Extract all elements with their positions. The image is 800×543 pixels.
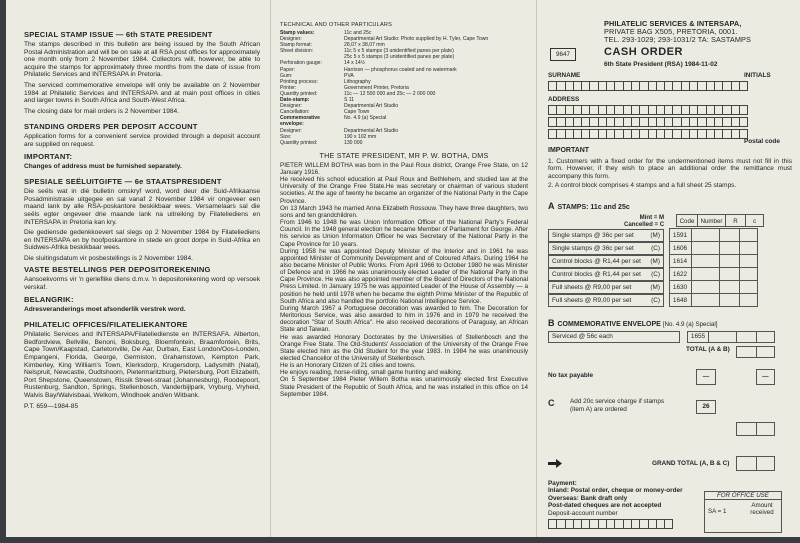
spec-value: 11c and 25c — [344, 30, 372, 36]
order-item-type: (C) — [651, 296, 660, 304]
spec-value: Lithography — [344, 78, 371, 85]
spec-key: Paper: — [280, 66, 296, 73]
cash-order-form — [536, 0, 800, 543]
order-cents-field[interactable] — [739, 255, 757, 268]
order-item-desc: Single stamps @ 36c per set — [552, 231, 634, 239]
payment-title: Payment: — [548, 480, 577, 487]
spec-key: Designer: — [280, 127, 302, 134]
section-b-title: COMMEMORATIVE ENVELOPE — [557, 321, 661, 328]
biography-paragraph: He is an Honorary Citizen of 21 cities and towns. — [280, 362, 416, 370]
order-item-code: 1591 — [669, 229, 691, 242]
order-number-field[interactable] — [691, 242, 719, 255]
spec-key: Commemorative envelope: — [280, 115, 320, 128]
no-tax-rand: — — [696, 369, 716, 385]
no-tax-cents: — — [756, 369, 775, 385]
afrikaans-issue-title: SPESIALE SEËLUITGIFTE — 6e STAATSPRESIDENT — [24, 177, 222, 187]
address-label: ADDRESS — [548, 96, 580, 103]
order-item-code: 1622 — [669, 268, 691, 281]
office-amount-label: Amount received — [750, 502, 774, 516]
philatelic-offices-list: Philatelic Services and INTERSAPA/Filateliedienste en INTERSAFA. Alberton, Bedfordview, Bellville, Benoni, Boksburg, Bloemfontein, Braamfontein, Brits, Cape Town/Kaapstad, Carletonville, De Aar, Durban, East London/Oos-Londen, Empangeni, Florida, George, Germiston, Grahamstown, Kempton Park, Kimberley, King William's Town, Klerksdorp, Krugersdorp, Ladysmith (Natal), Nelspruit, Newcastle, Oudtshoorn, Pietermaritzburg, Pietersburg, Port Elizabeth, Port Shepstone, Queenstown, Rissik Street-straat (Johannesburg), Roodepoort, Rustenburg, Sandton, Springs, Stellenbosch, Vanderbijlpark, Vryburg, Vryheid, Walvis Bay/Walvisbaai, Welkom, Windhoek and/en Witbank. — [24, 331, 260, 399]
section-a-letter: A — [548, 201, 555, 211]
biography-paragraph: He enjoys reading, horse-riding, small game hunting and walking. — [280, 369, 463, 377]
service-charge-cents: 26 — [696, 400, 716, 414]
important-notes-title: IMPORTANT — [548, 147, 590, 154]
biography-paragraph: From 1946 to 1948 he was Union Information Officer of the National Party's Federal Council. In the 1948 general election he became Member of Parliament for George. After his service as Union Information Officer he was Secretary of the National Party in the Cape Province for 10 years. — [280, 219, 528, 248]
order-item-desc: Full sheets @ R9,00 per set — [552, 296, 632, 304]
philatelic-offices-title: PHILATELIC OFFICES/FILATELIEKANTORE — [24, 320, 188, 330]
spec-value: Harrison — phosphorus coated and no watermark — [344, 66, 457, 73]
payment-overseas: Overseas: Bank draft only — [548, 494, 628, 502]
address-line-1: PHILATELIC SERVICES & INTERSAPA, — [604, 19, 742, 28]
spec-value: Departmental Art Studio — [344, 127, 399, 134]
order-number-field[interactable] — [691, 229, 719, 242]
section-c-letter-wrap — [548, 398, 558, 408]
address-line-2: PRIVATE BAG X505, PRETORIA, 0001. — [604, 27, 738, 37]
vaste-bestellings-para: Aansoekvorms vir 'n gerieflike diens d.m.v. 'n depositorekening word op versoek verskaf. — [24, 276, 260, 292]
order-item-cell — [548, 281, 664, 294]
spec-value: PVA — [344, 72, 354, 79]
address-line-3: TEL. 293-1029; 293-1031/2 TA: SASTAMPS — [604, 35, 751, 45]
c-cents-field[interactable] — [756, 422, 775, 436]
form-code-box: 9647 — [550, 48, 576, 61]
important-note-1: 1. Customers with a fixed order for the undermentioned items must not fill in this form. However, if they wish to place an additional order the remittance must accompany this form. — [548, 157, 792, 180]
serviced-envelope-rand[interactable] — [736, 331, 757, 343]
char-box[interactable] — [739, 117, 748, 127]
cancelled-legend: Cancelled = C — [624, 221, 665, 228]
spec-value: 14 x 14½ — [344, 60, 365, 67]
order-rand-field[interactable] — [719, 294, 739, 307]
order-item-box — [548, 281, 664, 294]
order-item-code: 1630 — [669, 281, 691, 294]
biography-paragraph: He received his school education at Paul Roux and Bethlehem, and studied law at the University of the Orange Free State.He was secretary or chairman of various student societies. At the age of twenty he became an organizer of the National Party in the Cape Province. — [280, 176, 528, 205]
order-item-desc: Control blocks @ R1,44 per set — [552, 257, 641, 265]
order-item-box — [548, 294, 664, 307]
order-rand-field[interactable] — [719, 281, 739, 294]
special-issue-title: SPECIAL STAMP ISSUE — 6th STATE PRESIDENT — [24, 30, 213, 39]
payment-inland: Inland: Postal order, cheque or money-order — [548, 487, 683, 495]
spec-key: Printer: — [280, 84, 297, 91]
section-c-text: Add 20c service charge if stamps (item A) are ordered — [570, 398, 665, 413]
order-item-code: 1606 — [669, 242, 691, 255]
special-issue-para-2: The serviced commemorative envelope will only be available on 2 November 1984 at Philatelic Services and INTERSAPA and at main post offices in cities and larger towns in South Africa and South-West Africa. — [24, 81, 260, 105]
address-line-1-field[interactable] — [548, 105, 747, 115]
order-row — [548, 242, 757, 255]
char-box[interactable] — [739, 81, 748, 91]
grand-total-label: GRAND TOTAL (A, B & C) — [652, 460, 730, 467]
order-cents-field[interactable] — [739, 268, 757, 281]
deposit-account-label: Deposit-account number — [548, 510, 618, 517]
spec-key: Gum: — [280, 72, 293, 79]
section-b-heading — [548, 318, 717, 328]
stamps-order-table — [548, 228, 758, 307]
order-item-type: (M) — [650, 257, 660, 265]
order-item-type: (C) — [651, 244, 660, 252]
address-line-3-field[interactable] — [548, 129, 747, 139]
order-item-box — [548, 255, 664, 268]
char-box[interactable] — [739, 105, 748, 115]
sender-address — [604, 20, 751, 45]
order-rand-field[interactable] — [719, 229, 739, 242]
grand-total-rand[interactable] — [736, 456, 757, 471]
belangrik-para: Adresveranderings moet afsonderlik verstrek word. — [24, 305, 186, 313]
biography-paragraph: During March 1967 a Portuguese decoration was awarded to him. The Decoration for Meritorious Service, was also awarded to him in 1976 and in 1979 he received the decoration "Star of South Africa". He also received decorations of Paraguay, an African State and Taiwan. — [280, 304, 528, 334]
order-item-type: (C) — [651, 270, 660, 278]
order-item-desc: Full sheets @ R9,00 per set — [552, 283, 632, 291]
spec-value: Departmental Art Studio: Photo supplied by H. Tyler, Cape Town — [344, 36, 489, 43]
important-note-2: 2. A control block comprises 4 stamps and a full sheet 25 stamps. — [548, 182, 737, 189]
postal-code-label: Postal code — [744, 138, 780, 145]
order-rand-field[interactable] — [719, 242, 739, 255]
afrikaans-para-2: Die gediensde gedenkkoevert sal slegs op 2 November 1984 by Filateliediens en INTERSAPA en by hoofposkantore in stede en groot dorpe in Suid-Afrika en Suidwes-Afrika beskikbaar wees. — [24, 229, 260, 252]
arrow-right-icon — [548, 459, 562, 468]
spec-row — [280, 140, 528, 146]
order-cents-field[interactable] — [739, 294, 757, 307]
order-item-desc: Single stamps @ 36c per set — [552, 244, 634, 252]
order-item-cell — [548, 294, 664, 307]
order-number-field[interactable] — [691, 281, 719, 294]
section-c-letter: C — [548, 398, 555, 408]
spec-value: Cape Town — [344, 109, 370, 116]
order-rand-field[interactable] — [719, 255, 739, 268]
order-item-desc: Control blocks @ R1,44 per set — [552, 270, 641, 278]
char-box[interactable] — [664, 519, 673, 529]
spec-value: 25c 5 x 5 stamps (3 unidentified panes per plate) — [344, 54, 455, 61]
standing-orders-para: Application forms for a convenient service provided through a deposit account are supplied on request. — [24, 133, 260, 148]
number-column-header: Number — [697, 214, 726, 227]
order-item-code: 1614 — [669, 255, 691, 268]
serviced-envelope-cents[interactable] — [756, 331, 775, 343]
order-item-code: 1648 — [669, 294, 691, 307]
order-row — [548, 281, 757, 294]
c-rand-field[interactable] — [736, 422, 757, 436]
section-b-letter: B — [548, 318, 555, 328]
order-number-field[interactable] — [691, 294, 719, 307]
spec-key: Printing process: — [280, 78, 318, 85]
spec-key: Designer: — [280, 103, 302, 110]
order-item-type: (M) — [650, 283, 660, 291]
spec-key: Stamp format: — [280, 42, 312, 49]
initials-label: INITIALS — [744, 72, 771, 79]
spec-value: No. 4.9 (a) Special — [344, 115, 387, 122]
order-item-box — [548, 242, 664, 255]
order-row — [548, 255, 757, 268]
total-ab-label: TOTAL (A & B) — [686, 346, 730, 353]
section-a-title: STAMPS: 11c and 25c — [557, 204, 630, 211]
publication-ref: P.T. 659—1984-85 — [24, 402, 79, 410]
spec-value: 190 x 102 mm — [344, 133, 377, 140]
spec-value: 130 000 — [344, 139, 363, 146]
cents-column-header: c — [745, 214, 764, 227]
spec-key: Quantity printed: — [280, 139, 318, 146]
no-tax-label: No tax payable — [548, 372, 594, 379]
afrikaans-para-1: Die seëls wat in dié bulletin omskryf word, word deur die Suid-Afrikaanse Posadministrasie uitgegee en sal vanaf 2 November 1984 vir ongeveer een maand lank by alle RSA-poskantore beskikbaar wees. Versamelaars sal die seëls egter ongeveer drie maande lank na uitreiking by Filateliediens en INTERSAPA in Pretoria kan kry. — [24, 188, 260, 226]
order-item-cell — [548, 268, 664, 281]
serviced-envelope-row: Serviced @ 56c each — [548, 331, 680, 343]
spec-value: Government Printer, Pretoria — [344, 84, 409, 91]
spec-key: Perforation gauge: — [280, 60, 322, 67]
code-column-header: Code — [676, 214, 698, 227]
important-para: Changes of address must be furnished separately. — [24, 162, 182, 170]
spec-key: Cancellation: — [280, 109, 310, 116]
biography-paragraph: He was awarded Honorary Doctorates by the Universities of Stellenbosch and the Orange Free State. The Old-Students' Association of the University of the Orange Free State elected him as the Old Student for the year 1983. In 1984 he was unanimously elected Chancellor of the University of Stellenbosch. — [280, 333, 528, 362]
belangrik-title: BELANGRIK: — [24, 294, 74, 304]
spec-key: Designer: — [280, 36, 302, 43]
order-cents-field[interactable] — [739, 281, 757, 294]
order-item-cell — [548, 242, 664, 255]
spec-value: S 11 — [344, 97, 355, 104]
spec-key: Sheet division: — [280, 48, 314, 55]
spec-key: Quantity printed: — [280, 90, 318, 97]
address-line-2-field[interactable] — [548, 117, 747, 127]
form-subtitle: 6th State President (RSA) 1984-11-02 — [604, 61, 718, 68]
section-a-heading — [548, 201, 630, 211]
spec-value: 28,07 x 38,07 mm — [344, 42, 385, 49]
technical-particulars-title: TECHNICAL AND OTHER PARTICULARS — [280, 22, 393, 28]
mint-cancelled-legend — [624, 214, 664, 228]
surname-label: SURNAME — [548, 72, 581, 79]
payment-info — [548, 480, 683, 510]
biography-text — [280, 162, 528, 398]
order-row — [548, 268, 757, 281]
order-row — [548, 229, 757, 242]
deposit-account-field[interactable] — [548, 519, 672, 529]
standing-orders-title: STANDING ORDERS PER DEPOSIT ACCOUNT — [24, 122, 198, 132]
order-item-box — [548, 268, 664, 281]
special-issue-para-3: The closing date for mail orders is 2 November 1984. — [24, 107, 180, 115]
technical-particulars-list — [280, 30, 528, 146]
spec-value: 11c 5 x 5 stamps (3 unidentified panes per plate) — [344, 48, 454, 55]
order-item-box — [548, 229, 664, 242]
mint-legend: Mint = M — [639, 214, 665, 221]
biography-title: THE STATE PRESIDENT, MR P. W. BOTHA, DMS — [319, 150, 489, 160]
total-ab-cents[interactable] — [756, 346, 775, 358]
spec-value: Departmental Art Studio — [344, 103, 399, 110]
total-ab-rand[interactable] — [736, 346, 757, 358]
serviced-envelope-number[interactable] — [708, 331, 737, 343]
payment-postdated: Post-dated cheques are not accepted — [548, 502, 662, 510]
left-panel — [6, 0, 270, 543]
biography-paragraph: On 5 September 1984 Pieter Willem Botha was unanimously elected first Executive State President of the Republic of South Africa, and he was installed in this office on 14 September 1984. — [280, 376, 528, 398]
office-use-title: FOR OFFICE USE — [705, 492, 781, 500]
spec-key: Stamp values: — [280, 30, 315, 36]
spec-value: 11c — 12 500 000 and 25c — 2 000 000 — [344, 90, 436, 97]
afrikaans-para-3: Die sluitingsdatum vir posbestellings is 2 November 1984. — [24, 254, 193, 262]
office-use-box — [704, 491, 782, 533]
biography-paragraph: PIETER WILLEM BOTHA was born in the Paul Roux district, Orange Free State, on 12 January 1916. — [280, 161, 528, 176]
surname-field[interactable] — [548, 81, 747, 91]
biography-paragraph: During 1958 he was appointed Deputy Minister of the Interior and in 1961 he was appointed Minister of Community Development and of Coloured Affairs. During 1964 he also became Minister of Public Works. From April 1966 to October 1980 he was Minister of Defence and in 1966 he was unanimously elected Leader of the National Party in the Cape Province. He was also appointed member of the Board of Directors of the National Press Limited. In January 1975 he was appointed Leader of the House of Assembly — a position he held until 1978 when he became the eighth Prime Minister of the Republic of South Africa and also handled the portfolio National Intelligence Service. — [280, 247, 528, 305]
important-notes — [548, 147, 792, 192]
order-rand-field[interactable] — [719, 268, 739, 281]
biography-paragraph: On 13 March 1943 he married Anna Elizabeth Rossouw. They have three daughters, two sons and ten grandchildren. — [280, 204, 528, 219]
order-cents-field[interactable] — [739, 229, 757, 242]
form-title: CASH ORDER — [604, 46, 683, 58]
spec-row — [280, 115, 528, 127]
order-item-cell — [548, 229, 664, 242]
section-b-note: [No. 4.9 (a) Special] — [662, 321, 718, 328]
special-issue-para-1: The stamps described in this bulletin are being issued by the South African Postal Administration and will be on sale at all RSA post offices for approximately one month only from 2 November 1984. Collectors will, however, be able to acquire the stamps for approximately three months from the date of issue from Philatelic Services and INTERSAPA in Pretoria. — [24, 41, 260, 79]
spec-key: Size: — [280, 133, 292, 140]
serviced-envelope-code: 1655 — [687, 331, 709, 343]
order-table-header — [676, 214, 763, 227]
order-cents-field[interactable] — [739, 242, 757, 255]
order-number-field[interactable] — [691, 255, 719, 268]
middle-panel — [270, 0, 536, 543]
order-item-type: (M) — [650, 231, 660, 239]
grand-total-cents[interactable] — [756, 456, 775, 471]
order-row — [548, 294, 757, 307]
spec-key: Date-stamp: — [280, 97, 310, 104]
rand-column-header: R — [725, 214, 746, 227]
important-title: IMPORTANT: — [24, 151, 73, 161]
office-sa-label: SA = 1 — [708, 508, 727, 515]
vaste-bestellings-title: VASTE BESTELLINGS PER DEPOSITOREKENING — [24, 265, 211, 275]
order-number-field[interactable] — [691, 268, 719, 281]
order-item-cell — [548, 255, 664, 268]
